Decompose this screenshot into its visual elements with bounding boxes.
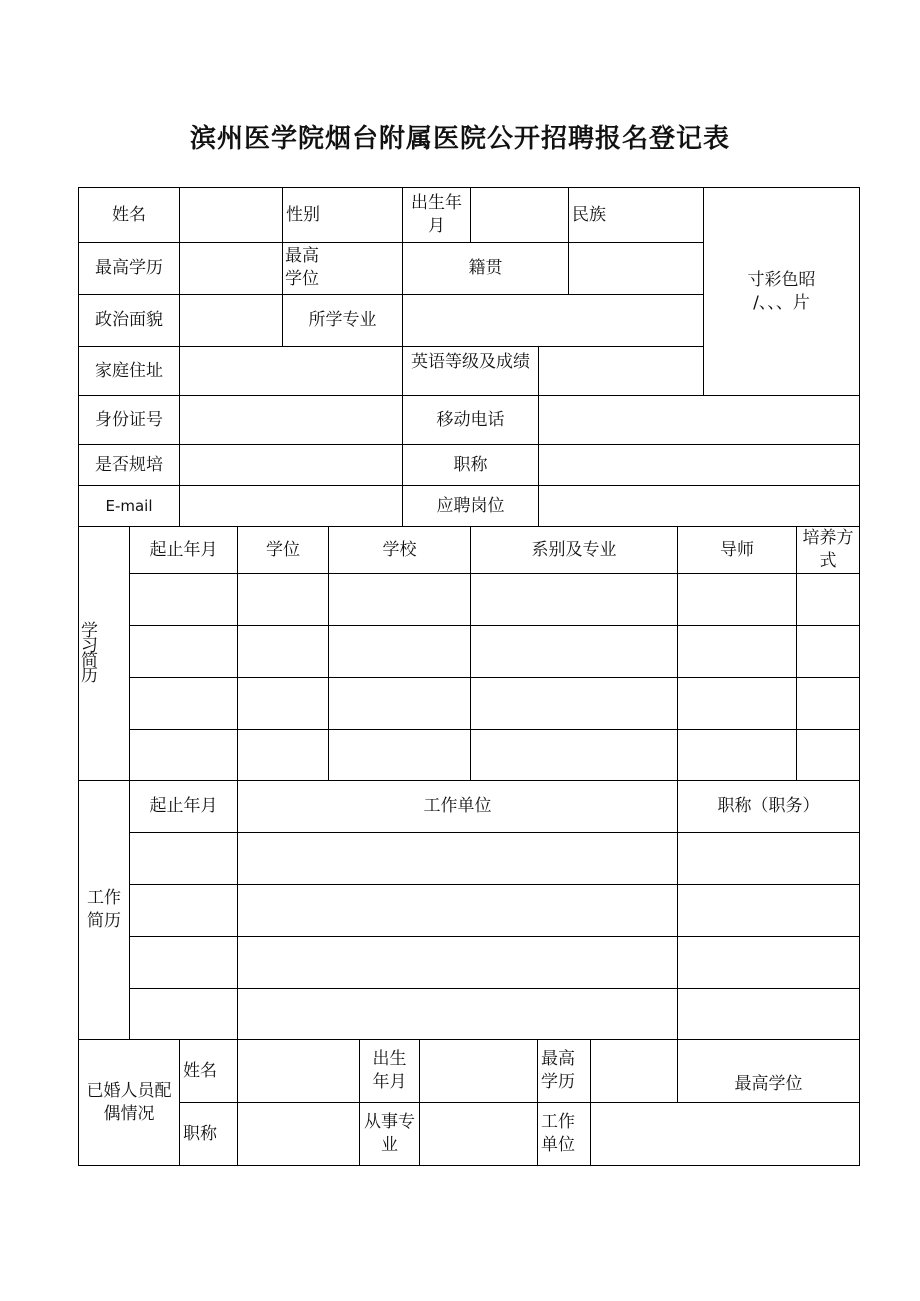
study-header-mode: 培养方式 (796, 526, 860, 574)
work-cell[interactable] (237, 988, 678, 1040)
field-education[interactable] (179, 242, 283, 295)
work-cell[interactable] (237, 832, 678, 885)
label-political-status: 政治面貌 (78, 294, 180, 347)
label-name: 姓名 (78, 187, 180, 243)
spouse-label: 已婚人员配偶情况 (78, 1039, 180, 1166)
study-cell[interactable] (237, 677, 329, 730)
study-cell[interactable] (796, 625, 860, 678)
field-title[interactable] (538, 444, 860, 486)
study-cell[interactable] (796, 573, 860, 626)
label-english: 英语等级及成绩 (402, 346, 539, 396)
work-cell[interactable] (129, 936, 238, 989)
study-cell[interactable] (470, 729, 678, 781)
label-mobile: 移动电话 (402, 395, 539, 445)
work-cell[interactable] (237, 884, 678, 937)
spouse-field-employer[interactable] (590, 1102, 860, 1166)
label-education: 最高学历 (78, 242, 180, 295)
work-cell[interactable] (129, 832, 238, 885)
field-major[interactable] (402, 294, 704, 347)
spouse-label-title: 职称 (179, 1102, 238, 1166)
study-cell[interactable] (237, 573, 329, 626)
study-cell[interactable] (470, 573, 678, 626)
study-header-department: 系别及专业 (470, 526, 678, 574)
work-header-employer: 工作单位 (237, 780, 678, 833)
work-cell[interactable] (677, 988, 860, 1040)
spouse-field-title[interactable] (237, 1102, 360, 1166)
spouse-label-employer: 工作单位 (537, 1102, 591, 1166)
field-political-status[interactable] (179, 294, 283, 347)
study-cell[interactable] (129, 573, 238, 626)
study-cell[interactable] (796, 729, 860, 781)
label-degree: 最高学位 (282, 242, 403, 295)
spouse-field-occupation[interactable] (419, 1102, 538, 1166)
page-title: 滨州医学院烟台附属医院公开招聘报名登记表 (189, 124, 730, 154)
study-cell[interactable] (470, 625, 678, 678)
study-cell[interactable] (796, 677, 860, 730)
study-cell[interactable] (677, 573, 797, 626)
study-cell[interactable] (237, 625, 329, 678)
study-header-degree: 学位 (237, 526, 329, 574)
field-email[interactable] (179, 485, 403, 527)
label-birth: 出生年月 (402, 187, 471, 243)
study-cell[interactable] (328, 729, 471, 781)
spouse-label-degree: 最高学位 (677, 1039, 860, 1103)
study-cell[interactable] (677, 677, 797, 730)
field-mobile[interactable] (538, 395, 860, 445)
photo-box[interactable]: 寸彩色昭 /、、、片 (703, 187, 860, 396)
label-position: 应聘岗位 (402, 485, 539, 527)
study-cell[interactable] (328, 625, 471, 678)
spouse-label-occupation: 从事专业 (359, 1102, 420, 1166)
label-ethnicity: 民族 (568, 187, 704, 243)
study-cell[interactable] (677, 625, 797, 678)
work-header-title: 职称（职务） (677, 780, 860, 833)
study-cell[interactable] (129, 625, 238, 678)
field-native-place[interactable] (568, 242, 704, 295)
spouse-field-education[interactable] (590, 1039, 678, 1103)
label-residency-training: 是否规培 (78, 444, 180, 486)
spouse-label-name: 姓名 (179, 1039, 238, 1103)
study-cell[interactable] (129, 729, 238, 781)
study-cell[interactable] (129, 677, 238, 730)
field-birth[interactable] (470, 187, 569, 243)
study-cell[interactable] (677, 729, 797, 781)
field-english[interactable] (538, 346, 704, 396)
study-cell[interactable] (237, 729, 329, 781)
study-cell[interactable] (328, 573, 471, 626)
study-header-school: 学校 (328, 526, 471, 574)
field-residency-training[interactable] (179, 444, 403, 486)
work-cell[interactable] (237, 936, 678, 989)
study-header-period: 起止年月 (129, 526, 238, 574)
work-cell[interactable] (129, 988, 238, 1040)
field-name[interactable] (179, 187, 283, 243)
work-history-label: 工作简历 (78, 780, 130, 1040)
work-cell[interactable] (677, 832, 860, 885)
label-gender: 性别 (282, 187, 403, 243)
field-id-number[interactable] (179, 395, 403, 445)
work-header-period: 起止年月 (129, 780, 238, 833)
label-email: E-mail (78, 485, 180, 527)
spouse-field-birth[interactable] (419, 1039, 538, 1103)
work-cell[interactable] (129, 884, 238, 937)
study-cell[interactable] (328, 677, 471, 730)
work-cell[interactable] (677, 936, 860, 989)
spouse-label-education: 最高学历 (537, 1039, 591, 1103)
label-native-place: 籍贯 (402, 242, 569, 295)
field-address[interactable] (179, 346, 403, 396)
label-title: 职称 (402, 444, 539, 486)
work-cell[interactable] (677, 884, 860, 937)
study-history-label: 学习简历 (78, 526, 130, 781)
spouse-label-birth: 出生年月 (359, 1039, 420, 1103)
study-cell[interactable] (470, 677, 678, 730)
study-header-supervisor: 导师 (677, 526, 797, 574)
field-position[interactable] (538, 485, 860, 527)
label-address: 家庭住址 (78, 346, 180, 396)
label-major: 所学专业 (282, 294, 403, 347)
label-id-number: 身份证号 (78, 395, 180, 445)
spouse-field-name[interactable] (237, 1039, 360, 1103)
